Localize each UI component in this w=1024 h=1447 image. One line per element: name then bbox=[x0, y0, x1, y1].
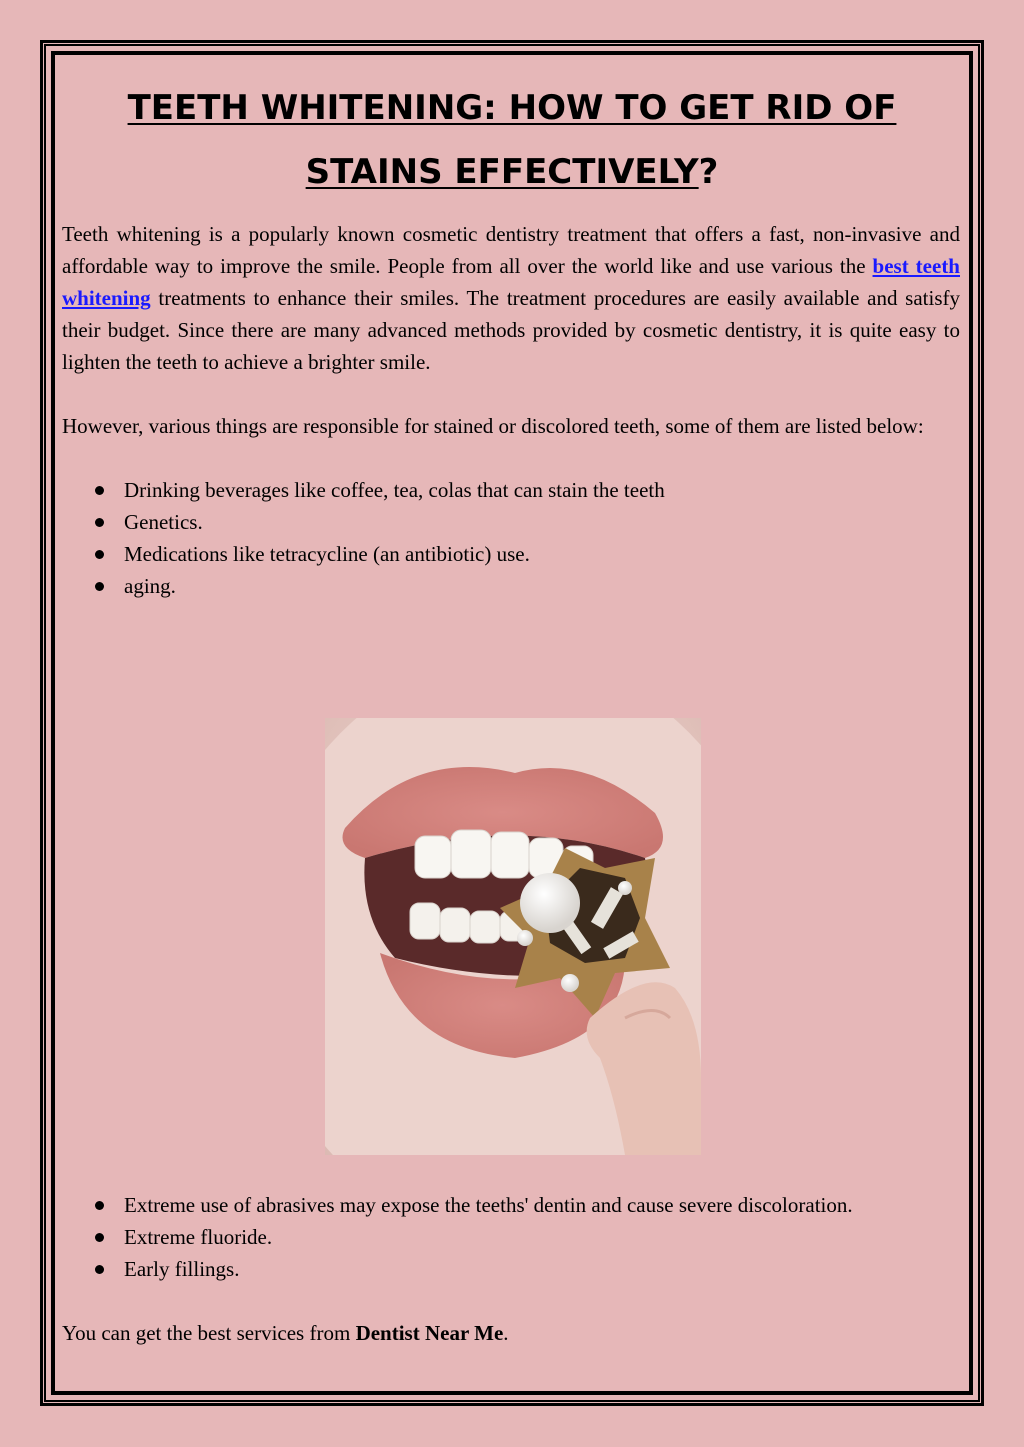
best-teeth-whitening-link[interactable]: best teeth whitening bbox=[62, 254, 960, 310]
list-item bbox=[62, 1253, 960, 1285]
list-item bbox=[62, 506, 960, 538]
list-item-text: Drinking beverages like coffee, tea, colas that can stain the teeth bbox=[124, 478, 665, 502]
title-line-2: STAINS EFFECTIVELY bbox=[305, 152, 699, 192]
title-question-mark: ? bbox=[698, 152, 719, 192]
page-title bbox=[62, 76, 962, 204]
list-item-text: Extreme use of abrasives may expose the teeths' dentin and cause severe discoloration. bbox=[124, 1193, 853, 1217]
mouth-illustration bbox=[325, 718, 701, 1155]
list-item-text: Genetics. bbox=[124, 510, 203, 534]
closing-paragraph bbox=[62, 1317, 960, 1349]
dentist-near-me-label: Dentist Near Me bbox=[355, 1321, 504, 1345]
intro-text-after-link: treatments to enhance their smiles. The treatment procedures are easily available and satisfy their budget. Since there are many advanced methods provided by cosmetic dentistry, it is quite easy to lighten the teeth to achieve a brighter smile. bbox=[62, 286, 960, 374]
list-item-text: Extreme fluoride. bbox=[124, 1225, 273, 1249]
list-item-text: aging. bbox=[124, 574, 176, 598]
bullet-icon bbox=[95, 486, 104, 495]
bullet-icon bbox=[95, 1201, 104, 1210]
list-item-text: Early fillings. bbox=[124, 1257, 240, 1281]
closing-period: . bbox=[503, 1321, 509, 1345]
article-body bbox=[62, 218, 960, 602]
bullet-icon bbox=[95, 518, 104, 527]
intro-text-before-link: Teeth whitening is a popularly known cosmetic dentistry treatment that offers a fast, non-invasive and affordable way to improve the smile. People from all over the world like and use various the bbox=[62, 222, 960, 278]
intro-paragraph bbox=[62, 218, 960, 378]
causes-intro-paragraph: However, various things are responsible for stained or discolored teeth, some of them are listed below: bbox=[62, 414, 924, 438]
bullet-icon bbox=[95, 1265, 104, 1274]
causes-list-1 bbox=[62, 474, 960, 602]
mouth-with-ring-photo bbox=[325, 718, 701, 1155]
causes-list-2 bbox=[62, 1189, 960, 1285]
list-item bbox=[62, 538, 960, 570]
title-line-1: TEETH WHITENING: HOW TO GET RID OF bbox=[127, 88, 897, 128]
list-item-text: Medications like tetracycline (an antibiotic) use. bbox=[124, 542, 530, 566]
closing-text: You can get the best services from bbox=[62, 1321, 356, 1345]
list-item bbox=[62, 474, 960, 506]
bullet-icon bbox=[95, 582, 104, 591]
bullet-icon bbox=[95, 1233, 104, 1242]
list-item bbox=[62, 1221, 960, 1253]
list-item bbox=[62, 1189, 960, 1221]
list-item bbox=[62, 570, 960, 602]
bullet-icon bbox=[95, 550, 104, 559]
